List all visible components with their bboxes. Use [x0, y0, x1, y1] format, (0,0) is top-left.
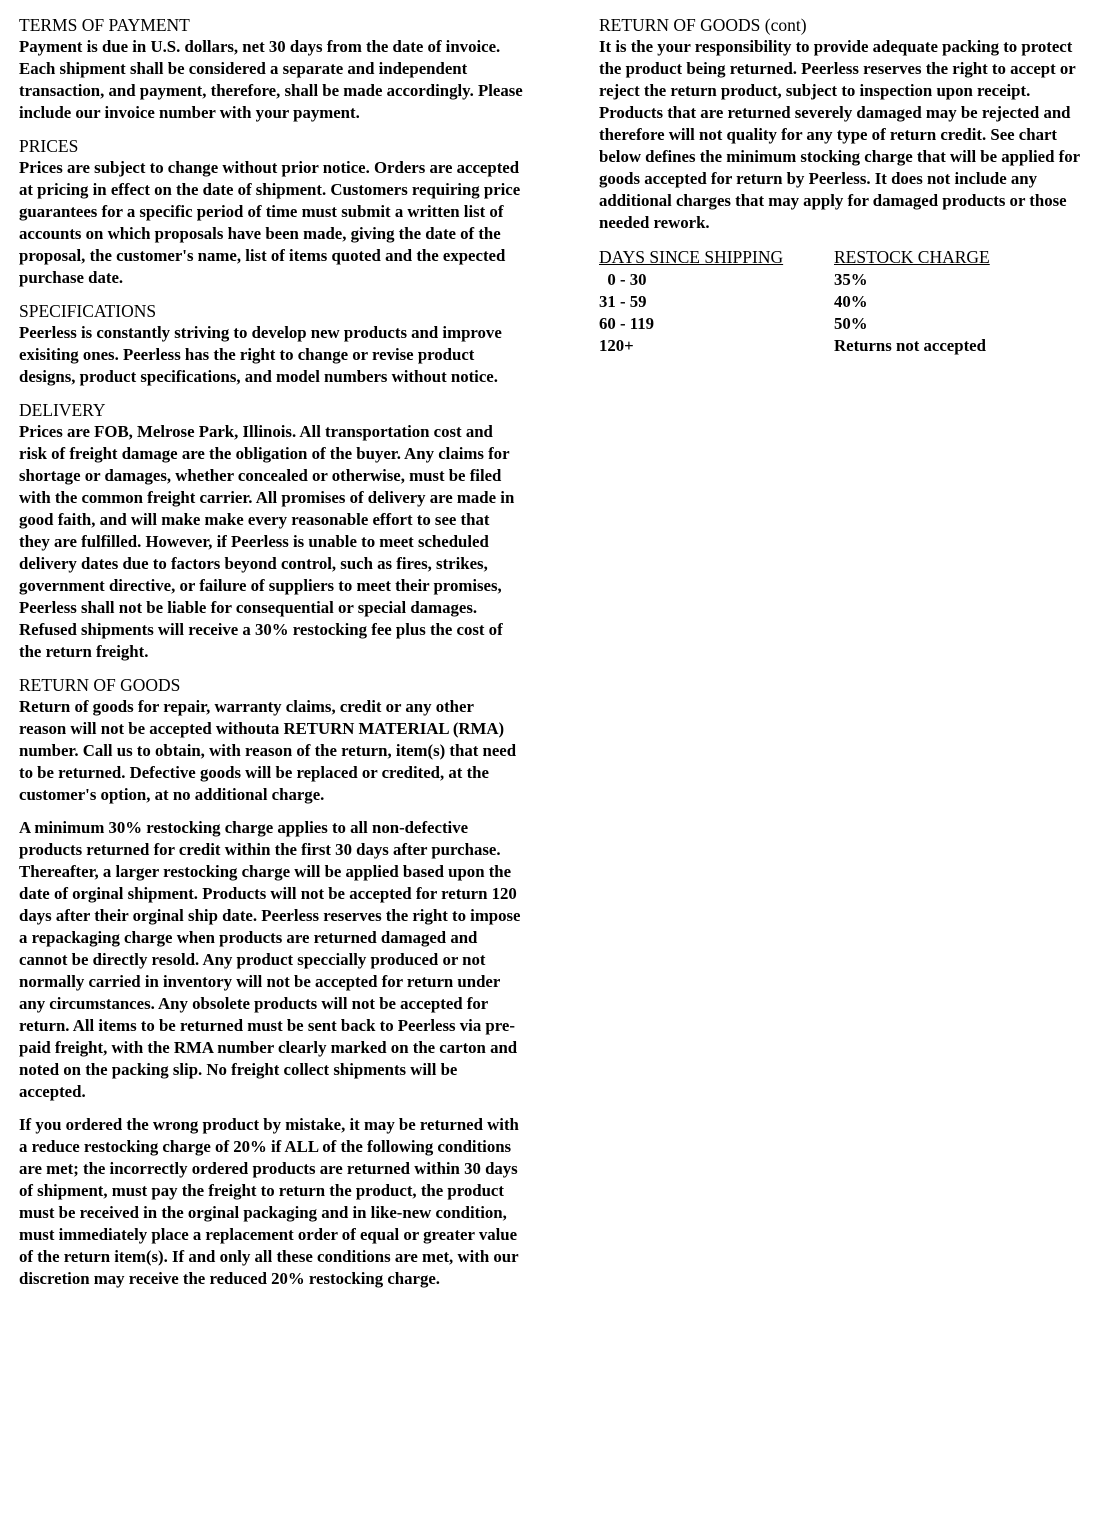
charge-cell: 35%: [834, 270, 868, 289]
prices-body: Prices are subject to change without prior notice. Orders are accepted at pricing in effect on the date of shipment. Customers requiring price guarantees for a specific period of time must submit a written list of accounts on which proposals have been made, giving the date of the proposal, the customer's name, list of items quoted and the expected purchase date.: [19, 158, 521, 287]
return-of-goods-heading: RETURN OF GOODS: [19, 675, 181, 695]
restock-charge-table: [599, 245, 1084, 357]
return-of-goods-body-1: Return of goods for repair, warranty claims, credit or any other reason will not be accepted withouta RETURN MATERIAL (RMA) number. Call us to obtain, with reason of the return, item(s) that need to be returned. Defective goods will be replaced or credited, at the customer's option, at no additional charge.: [19, 697, 517, 804]
table-row: [599, 335, 1084, 357]
specifications-section: [19, 300, 524, 388]
return-of-goods-cont-heading: RETURN OF GOODS (cont): [599, 15, 807, 35]
return-of-goods-section: [19, 674, 524, 1290]
days-cell: 31 - 59: [599, 292, 647, 311]
prices-section: [19, 135, 524, 289]
charge-cell: Returns not accepted: [834, 336, 986, 355]
return-of-goods-body-3: If you ordered the wrong product by mistake, it may be returned with a reduce restocking charge of 20% if ALL of the following conditions are met; the incorrectly ordered products are returned within 30 days of shipment, must pay the freight to return the product, the product must be received in the orginal packaging and in like-new condition, must immediately place a replacement order of equal or greater value of the return item(s). If and only all these conditions are met, with our discretion may receive the reduced 20% restocking charge.: [19, 1115, 519, 1288]
terms-of-payment-heading: TERMS OF PAYMENT: [19, 15, 190, 35]
charge-cell: 50%: [834, 314, 868, 333]
restock-charge-header: RESTOCK CHARGE: [834, 247, 990, 267]
days-cell: 120+: [599, 336, 634, 355]
specifications-body: Peerless is constantly striving to develop new products and improve exisiting ones. Peerless has the right to change or revise product designs, product specifications, and model numbers without notice.: [19, 323, 502, 386]
delivery-body: Prices are FOB, Melrose Park, Illinois. All transportation cost and risk of freight damage are the obligation of the buyer. Any claims for shortage or damages, whether concealed or otherwise, must be filed with the common freight carrier. All promises of delivery are made in good faith, and will make make every reasonable effort to see that they are fulfilled. However, if Peerless is unable to meet scheduled delivery dates due to factors beyond control, such as fires, strikes, government directive, or failure of suppliers to meet their promises, Peerless shall not be liable for consequential or special damages. Refused shipments will receive a 30% restocking fee plus the cost of the return freight.: [19, 422, 515, 661]
delivery-section: [19, 399, 524, 663]
return-of-goods-body-2: A minimum 30% restocking charge applies to all non-defective products returned for credit within the first 30 days after purchase. Thereafter, a larger restocking charge will be applied based upon the date of orginal shipment. Products will not be accepted for return 120 days after their orginal ship date. Peerless reserves the right to impose a repackaging charge when products are returned damaged and cannot be directly resold. Any product speccially produced or not normally carried in inventory will not be accepted for return under any circumstances. Any obsolete products will not be accepted for return. All items to be returned must be sent back to Peerless via pre-paid freight, with the RMA number clearly marked on the carton and noted on the packing slip. No freight collect shipments will be accepted.: [19, 818, 521, 1101]
specifications-heading: SPECIFICATIONS: [19, 301, 157, 321]
days-cell: 60 - 119: [599, 314, 655, 333]
right-column: [599, 14, 1089, 357]
days-value: 0 - 30: [607, 270, 647, 289]
delivery-heading: DELIVERY: [19, 400, 106, 420]
return-of-goods-cont-section: [599, 14, 1089, 234]
table-header-row: [599, 245, 1084, 269]
table-row: [599, 291, 1084, 313]
prices-heading: PRICES: [19, 136, 79, 156]
left-column: [19, 14, 524, 1301]
table-row: [599, 313, 1084, 335]
table-row: [599, 269, 1084, 291]
return-of-goods-cont-body: It is the your responsibility to provide adequate packing to protect the product being returned. Peerless reserves the right to accept or reject the return product, subject to inspection upon receipt. Products that are returned severely damaged may be rejected and therefore will not quality for any type of return credit. See chart below defines the minimum stocking charge that will be applied for goods accepted for return by Peerless. It does not include any additional charges that may apply for damaged products or those needed rework.: [599, 37, 1080, 232]
charge-cell: 40%: [834, 292, 868, 311]
terms-of-payment-body: Payment is due in U.S. dollars, net 30 days from the date of invoice. Each shipment shall be considered a separate and independent transaction, and payment, therefore, shall be made accordingly. Please include our invoice number with your payment.: [19, 37, 523, 122]
days-since-shipping-header: DAYS SINCE SHIPPING: [599, 247, 784, 267]
terms-of-payment-section: [19, 14, 524, 124]
days-cell: [599, 269, 834, 291]
